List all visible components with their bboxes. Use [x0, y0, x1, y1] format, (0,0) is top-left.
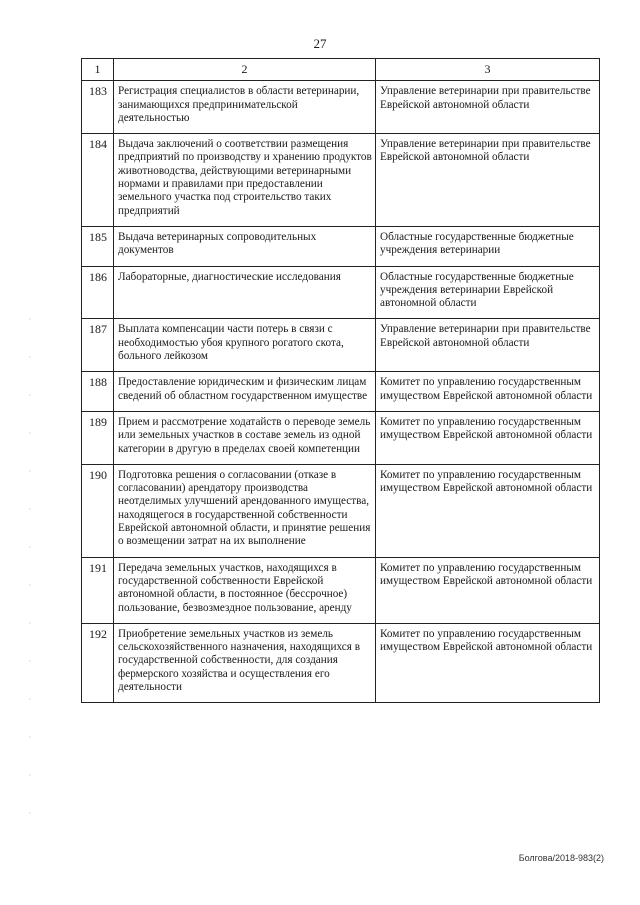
- document-footer-code: Болгова/2018-983(2): [518, 853, 604, 863]
- row-number: 192: [82, 623, 114, 702]
- row-number: 186: [82, 266, 114, 319]
- service-cell: Выдача заключений о соответствии размещения предприятий по производству и хранению продуктов животноводства, действующими ветеринарными нормами и правилами при предоставлении земельного участка под строительство таких предприятий: [114, 134, 376, 227]
- row-number: 187: [82, 319, 114, 372]
- table-row: [82, 623, 600, 702]
- service-cell: Предоставление юридическим и физическим лицам сведений об областном государственном имуществе: [114, 372, 376, 412]
- row-number: 191: [82, 557, 114, 623]
- page-number: 27: [313, 36, 327, 51]
- table-row: [82, 372, 600, 412]
- row-number: 190: [82, 464, 114, 557]
- service-cell: Регистрация специалистов в области ветеринарии, занимающихся предпринимательской деятельностью: [114, 81, 376, 134]
- table-row: [82, 226, 600, 266]
- service-cell: Передача земельных участков, находящихся в государственной собственности Еврейской автономной области, в постоянное (бессрочное) пользование, безвозмездное пользование, аренду: [114, 557, 376, 623]
- table-row: [82, 464, 600, 557]
- service-cell: Прием и рассмотрение ходатайств о переводе земель или земельных участков в составе земель из одной категории в другую в пределах своей компетенции: [114, 411, 376, 464]
- organization-cell: Управление ветеринарии при правительстве Еврейской автономной области: [376, 319, 600, 372]
- row-number: 189: [82, 411, 114, 464]
- table-row: [82, 134, 600, 227]
- row-number: 183: [82, 81, 114, 134]
- table-row: [82, 319, 600, 372]
- table-row: [82, 266, 600, 319]
- organization-cell: Областные государственные бюджетные учреждения ветеринарии Еврейской автономной области: [376, 266, 600, 319]
- organization-cell: Комитет по управлению государственным имуществом Еврейской автономной области: [376, 557, 600, 623]
- service-cell: Подготовка решения о согласовании (отказе в согласовании) арендатору производства неотделимых улучшений арендованного имущества, находящегося в государственной собственности Еврейской автономной области, и принятие решения о возмещении затрат на их выполнение: [114, 464, 376, 557]
- table-row: [82, 81, 600, 134]
- service-cell: Выдача ветеринарных сопроводительных документов: [114, 226, 376, 266]
- table-row: [82, 411, 600, 464]
- organization-cell: Комитет по управлению государственным имуществом Еврейской автономной области: [376, 464, 600, 557]
- organization-cell: Комитет по управлению государственным имуществом Еврейской автономной области: [376, 623, 600, 702]
- table-header-row: [82, 59, 600, 81]
- row-number: 188: [82, 372, 114, 412]
- row-number: 185: [82, 226, 114, 266]
- organization-cell: Комитет по управлению государственным имуществом Еврейской автономной области: [376, 372, 600, 412]
- header-col-2: 2: [114, 59, 376, 81]
- services-table: [81, 58, 600, 703]
- organization-cell: Управление ветеринарии при правительстве Еврейской автономной области: [376, 81, 600, 134]
- scan-artifact-dots: [28, 300, 32, 820]
- service-cell: Выплата компенсации части потерь в связи с необходимостью убоя крупного рогатого скота, больного лейкозом: [114, 319, 376, 372]
- header-col-1: 1: [82, 59, 114, 81]
- row-number: 184: [82, 134, 114, 227]
- service-cell: Лабораторные, диагностические исследования: [114, 266, 376, 319]
- organization-cell: Областные государственные бюджетные учреждения ветеринарии: [376, 226, 600, 266]
- table-row: [82, 557, 600, 623]
- organization-cell: Управление ветеринарии при правительстве Еврейской автономной области: [376, 134, 600, 227]
- service-cell: Приобретение земельных участков из земель сельскохозяйственного назначения, находящихся в государственной собственности, для создания фермерского хозяйства и осуществления его деятельности: [114, 623, 376, 702]
- organization-cell: Комитет по управлению государственным имуществом Еврейской автономной области: [376, 411, 600, 464]
- header-col-3: 3: [376, 59, 600, 81]
